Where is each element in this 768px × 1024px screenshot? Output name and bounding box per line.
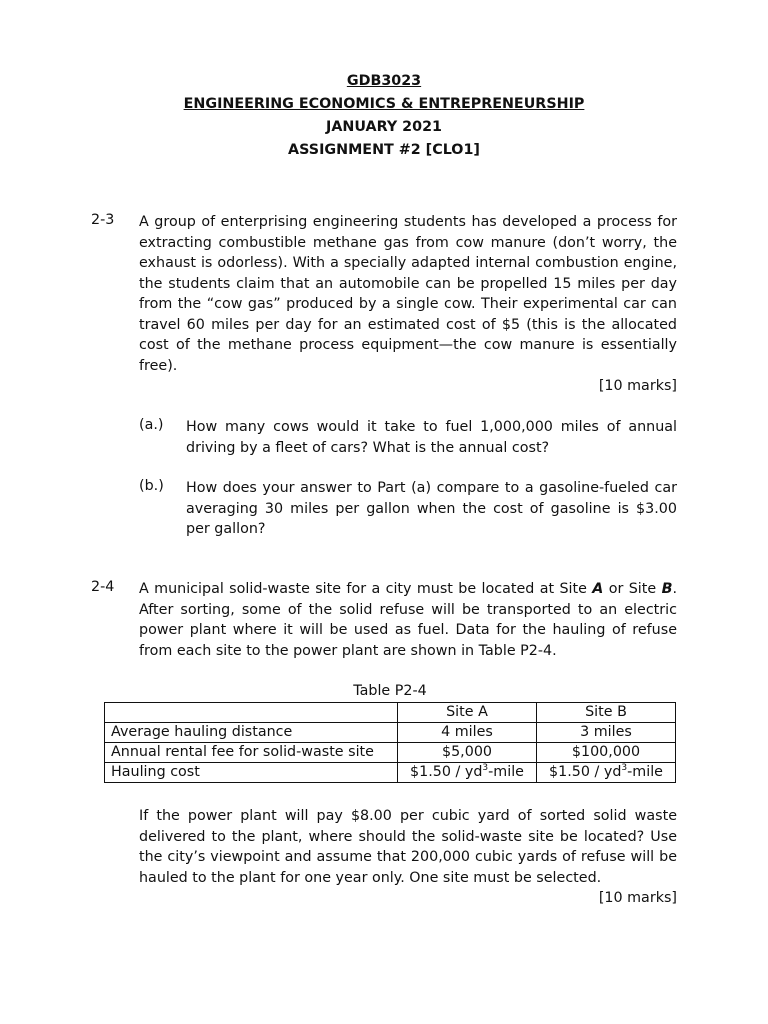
table-row (105, 743, 676, 763)
row-label: Average hauling distance (105, 723, 398, 743)
table-caption: Table P2-4 (353, 683, 427, 699)
table-row (105, 723, 676, 743)
part-text: How does your answer to Part (a) compare to a gasoline-fueled car averaging 30 miles per gallon when the cost of gasoline is $3.00 per gallon? (186, 480, 677, 537)
course-title: ENGINEERING ECONOMICS & ENTREPRENEURSHIP (183, 96, 585, 112)
part-b (139, 478, 677, 540)
problem-number: 2-4 (91, 579, 115, 595)
hauling-data-table (104, 702, 676, 783)
problem-2-3 (91, 212, 677, 397)
problem-2-4-followup (91, 806, 677, 909)
problem-2-4 (91, 579, 677, 661)
assignment-title: ASSIGNMENT #2 [CLO1] (288, 142, 480, 158)
site-a-value: $5,000 (398, 743, 537, 763)
problem-text: A municipal solid-waste site for a city must be located at Site A or Site B. After sorting, some of the solid refuse will be transported to an electric power plant where it will be used as fuel. Data for the hauling of refuse from each site to the power plant are shown in Table P2-4. (139, 581, 678, 659)
table-header-cell: Site A (398, 703, 537, 723)
site-b-value: $100,000 (537, 743, 676, 763)
row-label: Hauling cost (105, 763, 398, 783)
site-a-label: A (592, 581, 604, 597)
table-header-cell: Site B (537, 703, 676, 723)
followup-text: If the power plant will pay $8.00 per cubic yard of sorted solid waste delivered to the plant, where should the solid-waste site be located? Use the city’s viewpoint and assume that 200,000 cubic yards of refuse will be hauled to the plant for one year only. One site must be selected. (139, 808, 677, 886)
problem-marks: [10 marks] (598, 378, 677, 394)
table-header-row (105, 703, 676, 723)
part-text: How many cows would it take to fuel 1,000,000 miles of annual driving by a fleet of cars? What is the annual cost? (186, 419, 677, 456)
table-header-cell (105, 703, 398, 723)
site-b-value: 3 miles (537, 723, 676, 743)
document-header (0, 70, 768, 162)
site-b-label: B (661, 581, 673, 597)
course-code: GDB3023 (346, 73, 422, 89)
site-a-value: $1.50 / $yd^3$-mile (398, 763, 537, 783)
site-a-value: 4 miles (398, 723, 537, 743)
table-row (105, 763, 676, 783)
problem-marks: [10 marks] (598, 890, 677, 906)
part-a (139, 417, 677, 458)
assignment-date: JANUARY 2021 (326, 119, 442, 135)
row-label: Annual rental fee for solid-waste site (105, 743, 398, 763)
problem-text: A group of enterprising engineering students has developed a process for extracting combustible methane gas from cow manure (don’t worry, the exhaust is odorless). With a specially adapted internal combustion engine, the students claim that an automobile can be propelled 15 miles per day from the “cow gas” produced by a single cow. Their experimental car can travel 60 miles per day for an estimated cost of $5 (this is the allocated cost of the methane process equipment—the cow manure is essentially free). (139, 214, 677, 374)
problem-number: 2-3 (91, 212, 115, 228)
part-label: (a.) (139, 417, 164, 433)
part-label: (b.) (139, 478, 164, 494)
site-b-value: $1.50 / $yd^3$-mile (537, 763, 676, 783)
